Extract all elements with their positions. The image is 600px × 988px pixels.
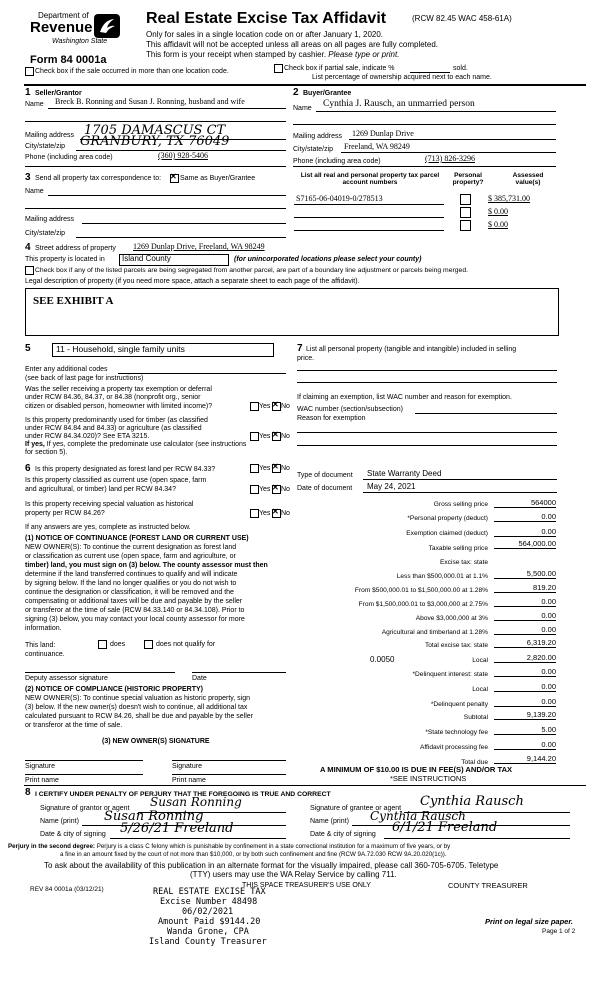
seller-mailing[interactable]: 1705 DAMASCUS CT — [84, 123, 226, 138]
forest-yes-checkbox[interactable] — [250, 464, 259, 473]
does-not-checkbox[interactable] — [144, 640, 153, 649]
parcel-col-assessed: Assessed value(s) — [512, 172, 544, 187]
does-checkbox[interactable] — [98, 640, 107, 649]
section-7-text-2: price. — [297, 355, 315, 362]
section-3-number: 3 — [25, 172, 31, 183]
timber-no-checkbox[interactable] — [272, 432, 281, 441]
grantee-signature[interactable]: Cynthia Rausch — [420, 794, 524, 809]
current-use-yes-checkbox[interactable] — [250, 485, 259, 494]
rev-number: REV 84 0001a (03/12/21) — [30, 886, 104, 893]
located-in-label: This property is located in — [25, 256, 105, 263]
parcel-col-personal: Personal property? — [452, 172, 484, 187]
tax-value-personal[interactable]: 0.00 — [494, 513, 556, 522]
seller-phone-label: Phone (including area code) — [25, 154, 113, 161]
exemption-no-label: No — [281, 403, 290, 410]
section-2-number: 2 — [293, 87, 299, 98]
new-owner-signature-title: (3) NEW OWNER(S) SIGNATURE — [102, 738, 210, 745]
seller-name[interactable]: Breck B. Ronning and Susan J. Ronning, husband and wife — [55, 97, 245, 106]
buyer-phone-label: Phone (including area code) — [293, 158, 381, 165]
treasurer-use-only: THIS SPACE TREASURER'S USE ONLY — [242, 882, 371, 889]
tax-value-total-state[interactable]: 6,319.20 — [494, 639, 556, 648]
buyer-mailing[interactable]: 1269 Dunlap Drive — [352, 129, 414, 138]
tax-label-exemption: Exemption claimed (deduct) — [406, 530, 488, 537]
timber-q3: under RCW 84.34.020)? See ETA 3215. — [25, 433, 150, 440]
tax-value-local[interactable]: 2,820.00 — [494, 654, 556, 663]
section-1-number: 1 — [25, 87, 31, 98]
corr-city-label: City/state/zip — [25, 230, 66, 237]
parcel-value-2[interactable]: $ 0.00 — [488, 207, 508, 216]
wac-label: WAC number (section/subsection) — [297, 406, 403, 413]
doc-type-label: Type of document — [297, 472, 353, 479]
see-instructions-note: *SEE INSTRUCTIONS — [390, 774, 467, 783]
tax-value-bracket-1[interactable]: 5,500.00 — [494, 570, 556, 579]
forest-no-checkbox[interactable] — [272, 464, 281, 473]
logo-dept: Department of — [38, 11, 89, 20]
timber-yes-label: Yes — [259, 433, 271, 440]
tax-label-processing-fee: Affidavit processing fee — [419, 744, 488, 751]
historic-no-label: No — [281, 510, 290, 517]
county-treasurer: COUNTY TREASURER — [448, 881, 528, 890]
minimum-due-note: A MINIMUM OF $10.00 IS DUE IN FEE(S) AND/OR TAX — [320, 765, 513, 774]
sold-label: sold. — [453, 65, 468, 72]
deputy-date-label: Date — [192, 675, 207, 682]
tax-value-agricultural[interactable]: 0.00 — [494, 626, 556, 635]
grantee-date-label: Date & city of signing — [310, 831, 376, 838]
exemption-yes-checkbox[interactable] — [250, 402, 259, 411]
notice-compliance-title: (2) NOTICE OF COMPLIANCE (HISTORIC PROPERTY) — [25, 686, 203, 693]
doc-type[interactable]: State Warranty Deed — [367, 469, 442, 478]
buyer-mailing-label: Mailing address — [293, 133, 343, 140]
parcel-value-3[interactable]: $ 0.00 — [488, 220, 508, 229]
section-3-text: Send all property tax correspondence to: — [35, 175, 162, 182]
additional-codes-label: Enter any additional codes — [25, 366, 108, 373]
dor-logo-mark — [94, 14, 120, 38]
tax-value-delinq-penalty[interactable]: 0.00 — [494, 698, 556, 707]
header-line-1: Only for sales in a single location code on or after January 1, 2020. — [146, 30, 384, 39]
dor-logo — [18, 10, 128, 54]
buyer-name-label: Name — [293, 105, 312, 112]
exemption-q2: under RCW 84.36, 84.37, or 84.38 (nonprofit org., senior — [25, 394, 201, 401]
deputy-signature-label: Deputy assessor signature — [25, 675, 108, 682]
historic-yes-checkbox[interactable] — [250, 509, 259, 518]
doc-date[interactable]: May 24, 2021 — [367, 482, 416, 491]
street-address[interactable]: 1269 Dunlap Drive, Freeland, WA 98249 — [133, 242, 265, 251]
timber-q1: Is this property predominantly used for timber (as classified — [25, 417, 208, 424]
tax-value-gross[interactable]: 564000 — [494, 499, 556, 508]
forest-no-label: No — [281, 465, 290, 472]
perjury-line-2: a fine in an amount fixed by the court of not more than $10,000, or by both such confinement and fine (RCW 9A.72.030 RCW 9A.20.020(1c)). — [60, 851, 447, 858]
does-label: does — [110, 641, 126, 648]
parcel-personal-checkbox-1[interactable] — [460, 194, 471, 205]
seller-name-label: Name — [25, 101, 44, 108]
multi-location-checkbox[interactable] — [25, 67, 34, 76]
tax-label-tech-fee: *State technology fee — [425, 729, 488, 736]
ifyes-note-2: for section 5). — [25, 449, 68, 456]
percentage-note: List percentage of ownership acquired next to each name. — [312, 74, 492, 81]
new-owner-signature-1: Signature — [25, 763, 55, 770]
exemption-q3: citizen or disabled person, homeowner with limited income)? — [25, 403, 213, 410]
header-line-2: This affidavit will not be accepted unless all areas on all pages are fully completed. — [146, 40, 439, 49]
corr-mailing-label: Mailing address — [25, 216, 75, 223]
local-rate: 0.0050 — [370, 655, 395, 664]
tax-label-excise-state: Excise tax: state — [439, 559, 488, 566]
current-use-q-a: Is this property classified as current use (open space, farm — [25, 477, 207, 484]
seller-mailing-label: Mailing address — [25, 132, 75, 139]
does-not-label: does not qualify for — [156, 641, 216, 648]
legal-size-note: Print on legal size paper. — [485, 917, 573, 926]
segregated-label: Check box if any of the listed parcels are being segregated from another parcel, are part of a boundary line adjustment or parcels being merged. — [35, 267, 468, 274]
tax-value-total-due[interactable]: 9,144.20 — [494, 755, 556, 764]
tax-label-taxable: Taxable selling price — [428, 545, 488, 552]
section-8-number: 8 — [25, 787, 31, 798]
grantee-date[interactable]: 6/1/21 Freeland — [392, 820, 498, 835]
buyer-city-label: City/state/zip — [293, 146, 334, 153]
multi-location-label: Check box if the sale occurred in more than one location code. — [35, 68, 229, 75]
segregated-checkbox[interactable] — [25, 266, 34, 275]
new-owner-print-2: Print name — [172, 777, 206, 784]
form-title: Real Estate Excise Tax Affidavit — [146, 10, 387, 27]
grantor-name[interactable]: Susan Ronning — [104, 809, 204, 824]
grantor-name-label: Name (print) — [40, 818, 79, 825]
current-use-no-label: No — [281, 486, 290, 493]
tax-label-gross: Gross selling price — [433, 501, 488, 508]
forest-yes-label: Yes — [259, 465, 271, 472]
current-use-yes-label: Yes — [259, 486, 271, 493]
notice-continuance-title: (1) NOTICE OF CONTINUANCE (FOREST LAND OR CURRENT USE) — [25, 535, 249, 542]
forest-land-q: Is this property designated as forest land per RCW 84.33? — [35, 466, 216, 473]
legal-description-label: Legal description of property (if you need more space, attach a separate sheet to each page of the affidavit). — [25, 278, 360, 285]
section-4-number: 4 — [25, 242, 31, 253]
tax-value-bracket-2[interactable]: 819.20 — [494, 584, 556, 593]
tax-label-bracket-2: From $500,000.01 to $1,500,000.00 at 1.28% — [354, 587, 488, 594]
tax-value-subtotal[interactable]: 9,139.20 — [494, 711, 556, 720]
legal-description-field[interactable]: SEE EXHIBIT A — [25, 288, 559, 336]
seller-city-label: City/state/zip — [25, 143, 66, 150]
logo-revenue: Revenue — [30, 19, 93, 36]
historic-q-a: Is this property receiving special valuation as historical — [25, 501, 194, 508]
timber-no-label: No — [281, 433, 290, 440]
corr-name-label: Name — [25, 188, 44, 195]
logo-state: Washington State — [52, 38, 108, 45]
street-address-label: Street address of property — [35, 245, 116, 252]
use-code-select[interactable]: 11 - Household, single family units — [52, 343, 274, 357]
this-land-label: This land: — [25, 642, 56, 649]
perjury-line-1: Perjury in the second degree: Perjury is a class C felony which is punishable by confinement in a state correctional institution for a maximum of five years, or by — [8, 843, 451, 850]
availability-line-1: To ask about the availability of this publication in an alternate format for the visually impaired, please call 360-705-6705. Teletype — [44, 861, 499, 870]
tax-label-bracket-1: Less than $500,000.01 at 1.1% — [396, 573, 488, 580]
county-select[interactable]: Island County — [119, 254, 229, 266]
new-owner-signature-2: Signature — [172, 763, 202, 770]
tax-value-bracket-3[interactable]: 0.00 — [494, 598, 556, 607]
seller-phone[interactable]: (360) 928-5406 — [158, 151, 208, 160]
buyer-city[interactable]: Freeland, WA 98249 — [344, 142, 410, 151]
tax-value-bracket-4[interactable]: 0.00 — [494, 612, 556, 621]
grantee-signature-label: Signature of grantee or agent — [310, 805, 402, 812]
tax-value-exemption[interactable]: 0.00 — [494, 528, 556, 537]
grantor-signature-label: Signature of grantor or agent — [40, 805, 130, 812]
current-use-q-b: and agricultural, or timber) land per RCW 84.34? — [25, 486, 176, 493]
grantor-date[interactable]: 5/26/21 Freeland — [120, 821, 234, 836]
grantee-name-label: Name (print) — [310, 818, 349, 825]
page-number: Page 1 of 2 — [542, 928, 576, 935]
tax-label-local: Local — [472, 657, 488, 664]
tax-label-total-due: Total due — [461, 759, 488, 766]
tax-value-tech-fee[interactable]: 5.00 — [494, 726, 556, 735]
new-owner-print-1: Print name — [25, 777, 59, 784]
certify-statement: I CERTIFY UNDER PENALTY OF PERJURY THAT THE FOREGOING IS TRUE AND CORRECT — [35, 791, 331, 798]
tax-value-taxable[interactable]: 564,000.00 — [494, 540, 556, 549]
seller-city[interactable]: GRANBURY, TX 76049 — [80, 134, 230, 149]
seller-heading: Seller/Grantor — [35, 90, 82, 97]
parcel-col-accounts: List all real and personal property tax parcel account numbers — [300, 172, 440, 187]
tax-label-total-state: Total excise tax: state — [424, 642, 488, 649]
timber-q2: under RCW 84.84 and 84.33) or agriculture (as classified — [25, 425, 202, 432]
tax-label-personal: *Personal property (deduct) — [407, 515, 488, 522]
unincorporated-note: (for unincorporated locations please select your county) — [234, 256, 422, 263]
current-use-no-checkbox[interactable] — [272, 485, 281, 494]
parcel-value-1[interactable]: $ 385,731.00 — [488, 194, 530, 203]
historic-no-checkbox[interactable] — [272, 509, 281, 518]
header-line-3: This form is your receipt when stamped by cashier. Please type or print. — [146, 50, 400, 59]
tax-value-processing-fee[interactable]: 0.00 — [494, 741, 556, 750]
see-list-note: (see back of last page for instructions) — [25, 375, 144, 382]
exemption-no-checkbox[interactable] — [272, 402, 281, 411]
grantee-name[interactable]: Cynthia Rausch — [370, 809, 466, 823]
claim-exemption-label: If claiming an exemption, list WAC number and reason for exemption. — [297, 394, 512, 401]
tax-label-subtotal: Subtotal — [463, 714, 488, 721]
tax-label-bracket-3: From $1,500,000.01 to $3,000,000 at 2.75% — [358, 601, 488, 608]
parcel-account-1[interactable]: S7165-06-04019-0/278513 — [296, 194, 383, 203]
tax-label-delinq-interest: *Delinquent interest: state — [412, 671, 488, 678]
ifyes-note-1: If yes, If yes, complete the predominate use calculator (see instructions — [25, 441, 247, 448]
tax-label-agricultural: Agricultural and timberland at 1.28% — [381, 629, 488, 636]
parcel-personal-checkbox-3[interactable] — [460, 220, 471, 231]
section-6-number: 6 — [25, 463, 31, 474]
buyer-name[interactable]: Cynthia J. Rausch, an unmarried person — [323, 99, 475, 109]
buyer-heading: Buyer/Grantee — [303, 90, 352, 97]
same-as-buyer-checkbox[interactable] — [170, 174, 179, 183]
tax-value-delinq-local[interactable]: 0.00 — [494, 683, 556, 692]
same-as-buyer-label: Same as Buyer/Grantee — [180, 175, 256, 182]
availability-line-2: (TTY) users may use the WA Relay Service by calling 711. — [190, 870, 397, 879]
historic-yes-label: Yes — [259, 510, 271, 517]
buyer-phone[interactable]: (713) 826-3296 — [425, 154, 475, 163]
tax-label-delinq-local: Local — [472, 686, 488, 693]
parcel-personal-checkbox-2[interactable] — [460, 207, 471, 218]
tax-label-bracket-4: Above $3,000,000 at 3% — [415, 615, 488, 622]
reason-label: Reason for exemption — [297, 415, 366, 422]
doc-date-label: Date of document — [297, 485, 353, 492]
partial-sale-checkbox[interactable] — [274, 64, 283, 73]
section-7-number: 7 — [297, 343, 303, 354]
if-any-yes: If any answers are yes, complete as instructed below. — [25, 524, 191, 531]
section-5-number: 5 — [25, 343, 31, 354]
historic-q-b: property per RCW 84.26? — [25, 510, 105, 517]
section-7-text-1: List all personal property (tangible and intangible) included in selling — [306, 346, 517, 353]
grantor-date-label: Date & city of signing — [40, 831, 106, 838]
exemption-q1: Was the seller receiving a property tax exemption or deferral — [25, 386, 212, 393]
timber-yes-checkbox[interactable] — [250, 432, 259, 441]
tax-label-delinq-penalty: *Delinquent penalty — [430, 701, 488, 708]
partial-sale-label: Check box if partial sale, indicate % — [284, 65, 395, 72]
continuance-label: continuance. — [25, 651, 65, 658]
exemption-yes-label: Yes — [259, 403, 271, 410]
form-number: Form 84 0001a — [30, 54, 107, 66]
tax-value-delinq-interest[interactable]: 0.00 — [494, 668, 556, 677]
form-rcw: (RCW 82.45 WAC 458-61A) — [412, 14, 512, 23]
grantor-signature[interactable]: Susan Ronning — [150, 795, 242, 809]
